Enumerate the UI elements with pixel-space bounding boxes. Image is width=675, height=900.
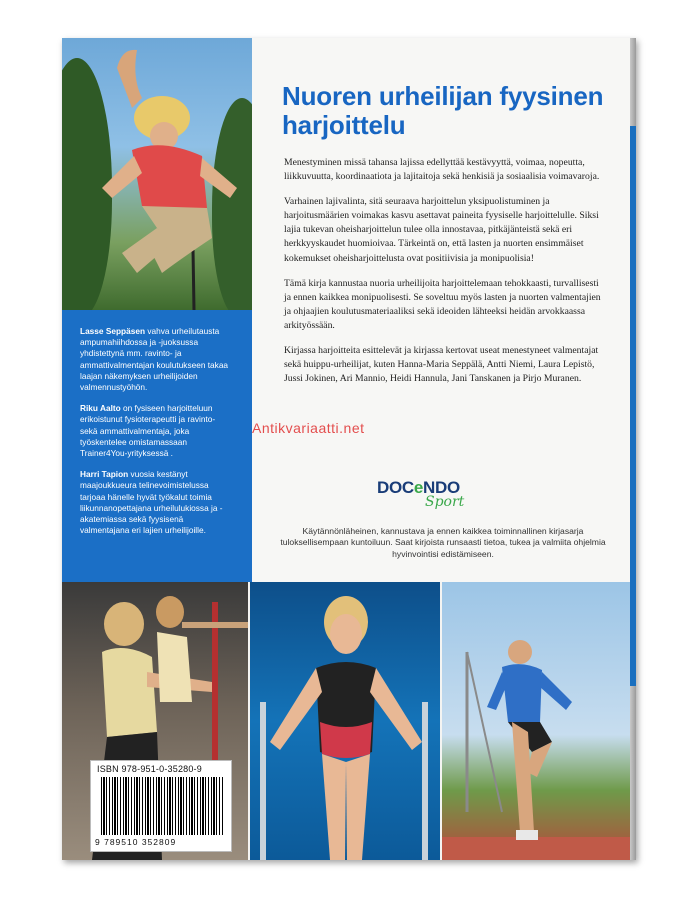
paragraph: Varhainen lajivalinta, sitä seuraava harjoittelun yksipuolistuminen ja harjoitusmäärien voimakas kasvu asettavat paineita fyysiselle harjoittelulle. Siksi lajia tukevan oheisharjoittelun tulee olla innostavaa, pitkäjänteistä sekä eri herkkyyskaudet huomioivaa. Tärkeintä on, että lasten ja nuorten ensimmäiset kokemukset oheisharjoittelusta ovat positiivisia ja monipuolisia!: [284, 196, 599, 264]
author-bio-2: [80, 403, 234, 459]
author-text: on fysiseen harjoitteluun erikoistunut fysioterapeutti ja ravinto- sekä ammattivalmentaja, joka työskentelee omistamassaan Trainer4You-yrityksessä .: [80, 403, 216, 459]
paragraph: Kirjassa harjoitteita esittelevät ja kirjassa kertovat useat menestyneet valmentajat sekä huippu-urheilijat, kuten Hanna-Maria Seppälä, Antti Niemi, Laura Lepistö, Jussi Jokinen, Ari Mannio, Heidi Hannula, Jani Tanskanen ja Pirjo Muranen.: [284, 345, 599, 385]
photo-runner: [442, 582, 630, 860]
logo-part: NDO: [423, 478, 460, 497]
paragraph: Menestyminen missä tahansa lajissa edellyttää kestävyyttä, voimaa, nopeutta, liikkuvuutta, koordinaatiota ja lajitaitoja sekä henkisiä ja sosiaalisia voimavaroja.: [284, 157, 600, 183]
barcode-number: 9 789510 352809: [95, 837, 177, 847]
author-name: Lasse Seppäsen: [80, 326, 146, 336]
logo-part: e: [413, 478, 424, 497]
barcode-label: [90, 760, 232, 852]
watermark: Antikvariaatti.net: [252, 420, 365, 436]
author-bio-3: [80, 469, 234, 536]
author-bios: [62, 310, 252, 582]
photo-swimmer: [250, 582, 440, 860]
spine-stripe: [630, 126, 636, 686]
isbn-text: ISBN 978-951-0-35280-9: [97, 764, 202, 774]
runner-figure: [442, 582, 630, 860]
author-text: vuosia kestänyt maajoukkueura telinevoimistelussa tarjoaa hänelle hyvät työkalut toimia liikunnanopettajana urheilulukiossa ja -akatemiassa sekä fyysisenä valmentajana eri lajien urheilijoille.: [80, 469, 223, 536]
book-title: Nuoren urheilijan fyysinen harjoittelu: [282, 81, 604, 140]
book-back-cover: [62, 38, 636, 860]
publisher-logo: [377, 478, 497, 518]
logo-part: DOC: [377, 478, 414, 497]
paragraph: Tämä kirja kannustaa nuoria urheilijoita harjoittelemaan tehokkaasti, turvallisesti ja ennen kaikkea monipuolisesti. Se soveltuu myös lasten ja nuorten valmentajien ja ohjaajien koulutusmateriaaliksi sekä ideoiden lähteeksi heidän arvokkaassa arkityössään.: [284, 277, 601, 331]
photo-trampoline-jump: [62, 38, 252, 310]
swimmer-figure: [250, 582, 440, 860]
series-tagline: Käytännönläheinen, kannustava ja ennen kaikkea toiminnallinen kirjasarja tuloksellisempaan kuntoiluun. Saat kirjoista runsaasti tietoa, tukea ja valmiita ohjelmia hyvinvointisi edistämiseen.: [280, 526, 606, 559]
book-description: [284, 156, 604, 397]
author-name: Riku Aalto: [80, 403, 121, 414]
jumper-figure: [62, 38, 252, 310]
author-text: vahva urheilutausta ampumahiihdossa ja -juoksussa yhdistettynä mm. ravinto- ja ammattivalmentajan koulutukseen takaa laajan näkemyksen urheilijoiden valmennustyöhön.: [80, 326, 229, 393]
logo-sport: Sport: [425, 494, 465, 510]
author-name: Harri Tapion: [80, 469, 129, 480]
author-bio-1: [80, 326, 234, 393]
barcode-bars: [101, 777, 223, 835]
description-panel: [252, 38, 630, 582]
